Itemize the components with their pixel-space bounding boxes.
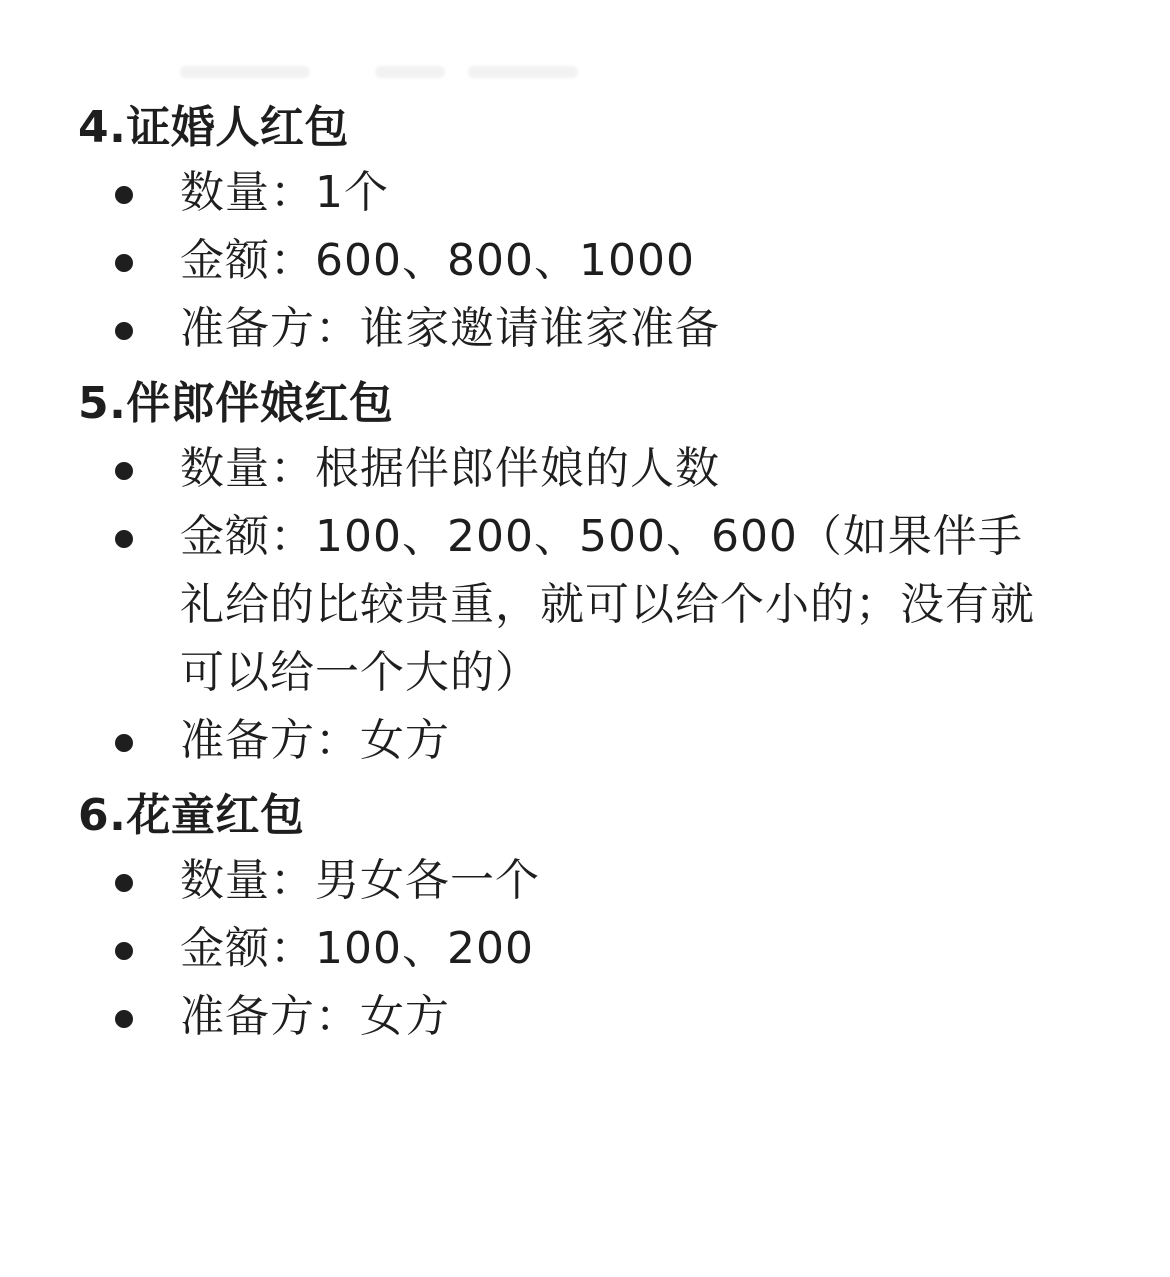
item-text: 准备方：谁家邀请谁家准备: [180, 303, 720, 354]
item-list: [78, 847, 1138, 1051]
list-item: [78, 435, 1138, 503]
section-title: 6.花童红包: [78, 790, 305, 841]
list-item: [78, 983, 1138, 1051]
list-item: [78, 915, 1138, 983]
faded-text-block: [468, 66, 578, 78]
item-text: 准备方：女方: [180, 991, 450, 1042]
section-title: 5.伴郎伴娘红包: [78, 378, 394, 429]
bullet-icon: [115, 874, 133, 892]
item-text: 金额：100、200、500、600（如果伴手礼给的比较贵重，就可以给个小的；没有就可以给一个大的）: [180, 511, 1035, 698]
faded-previous-line: [180, 58, 600, 88]
bullet-icon: [115, 1010, 133, 1028]
list-item: [78, 295, 1138, 363]
list-item: [78, 707, 1138, 775]
faded-text-block: [180, 66, 310, 78]
list-item: [78, 503, 1138, 707]
list-item: [78, 847, 1138, 915]
item-text: 数量：1个: [180, 167, 389, 218]
item-text: 数量：根据伴郎伴娘的人数: [180, 443, 720, 494]
item-text: 准备方：女方: [180, 715, 450, 766]
item-text: 金额：100、200: [180, 923, 534, 974]
item-list: [78, 159, 1138, 363]
bullet-icon: [115, 734, 133, 752]
item-list: [78, 435, 1138, 775]
document-content: [78, 97, 1138, 1061]
bullet-icon: [115, 530, 133, 548]
section-title: 4.证婚人红包: [78, 102, 349, 153]
faded-text-block: [375, 66, 445, 78]
bullet-icon: [115, 186, 133, 204]
list-item: [78, 159, 1138, 227]
list-item: [78, 227, 1138, 295]
item-text: 金额：600、800、1000: [180, 235, 695, 286]
bullet-icon: [115, 254, 133, 272]
bullet-icon: [115, 462, 133, 480]
bullet-icon: [115, 942, 133, 960]
item-text: 数量：男女各一个: [180, 855, 540, 906]
bullet-icon: [115, 322, 133, 340]
